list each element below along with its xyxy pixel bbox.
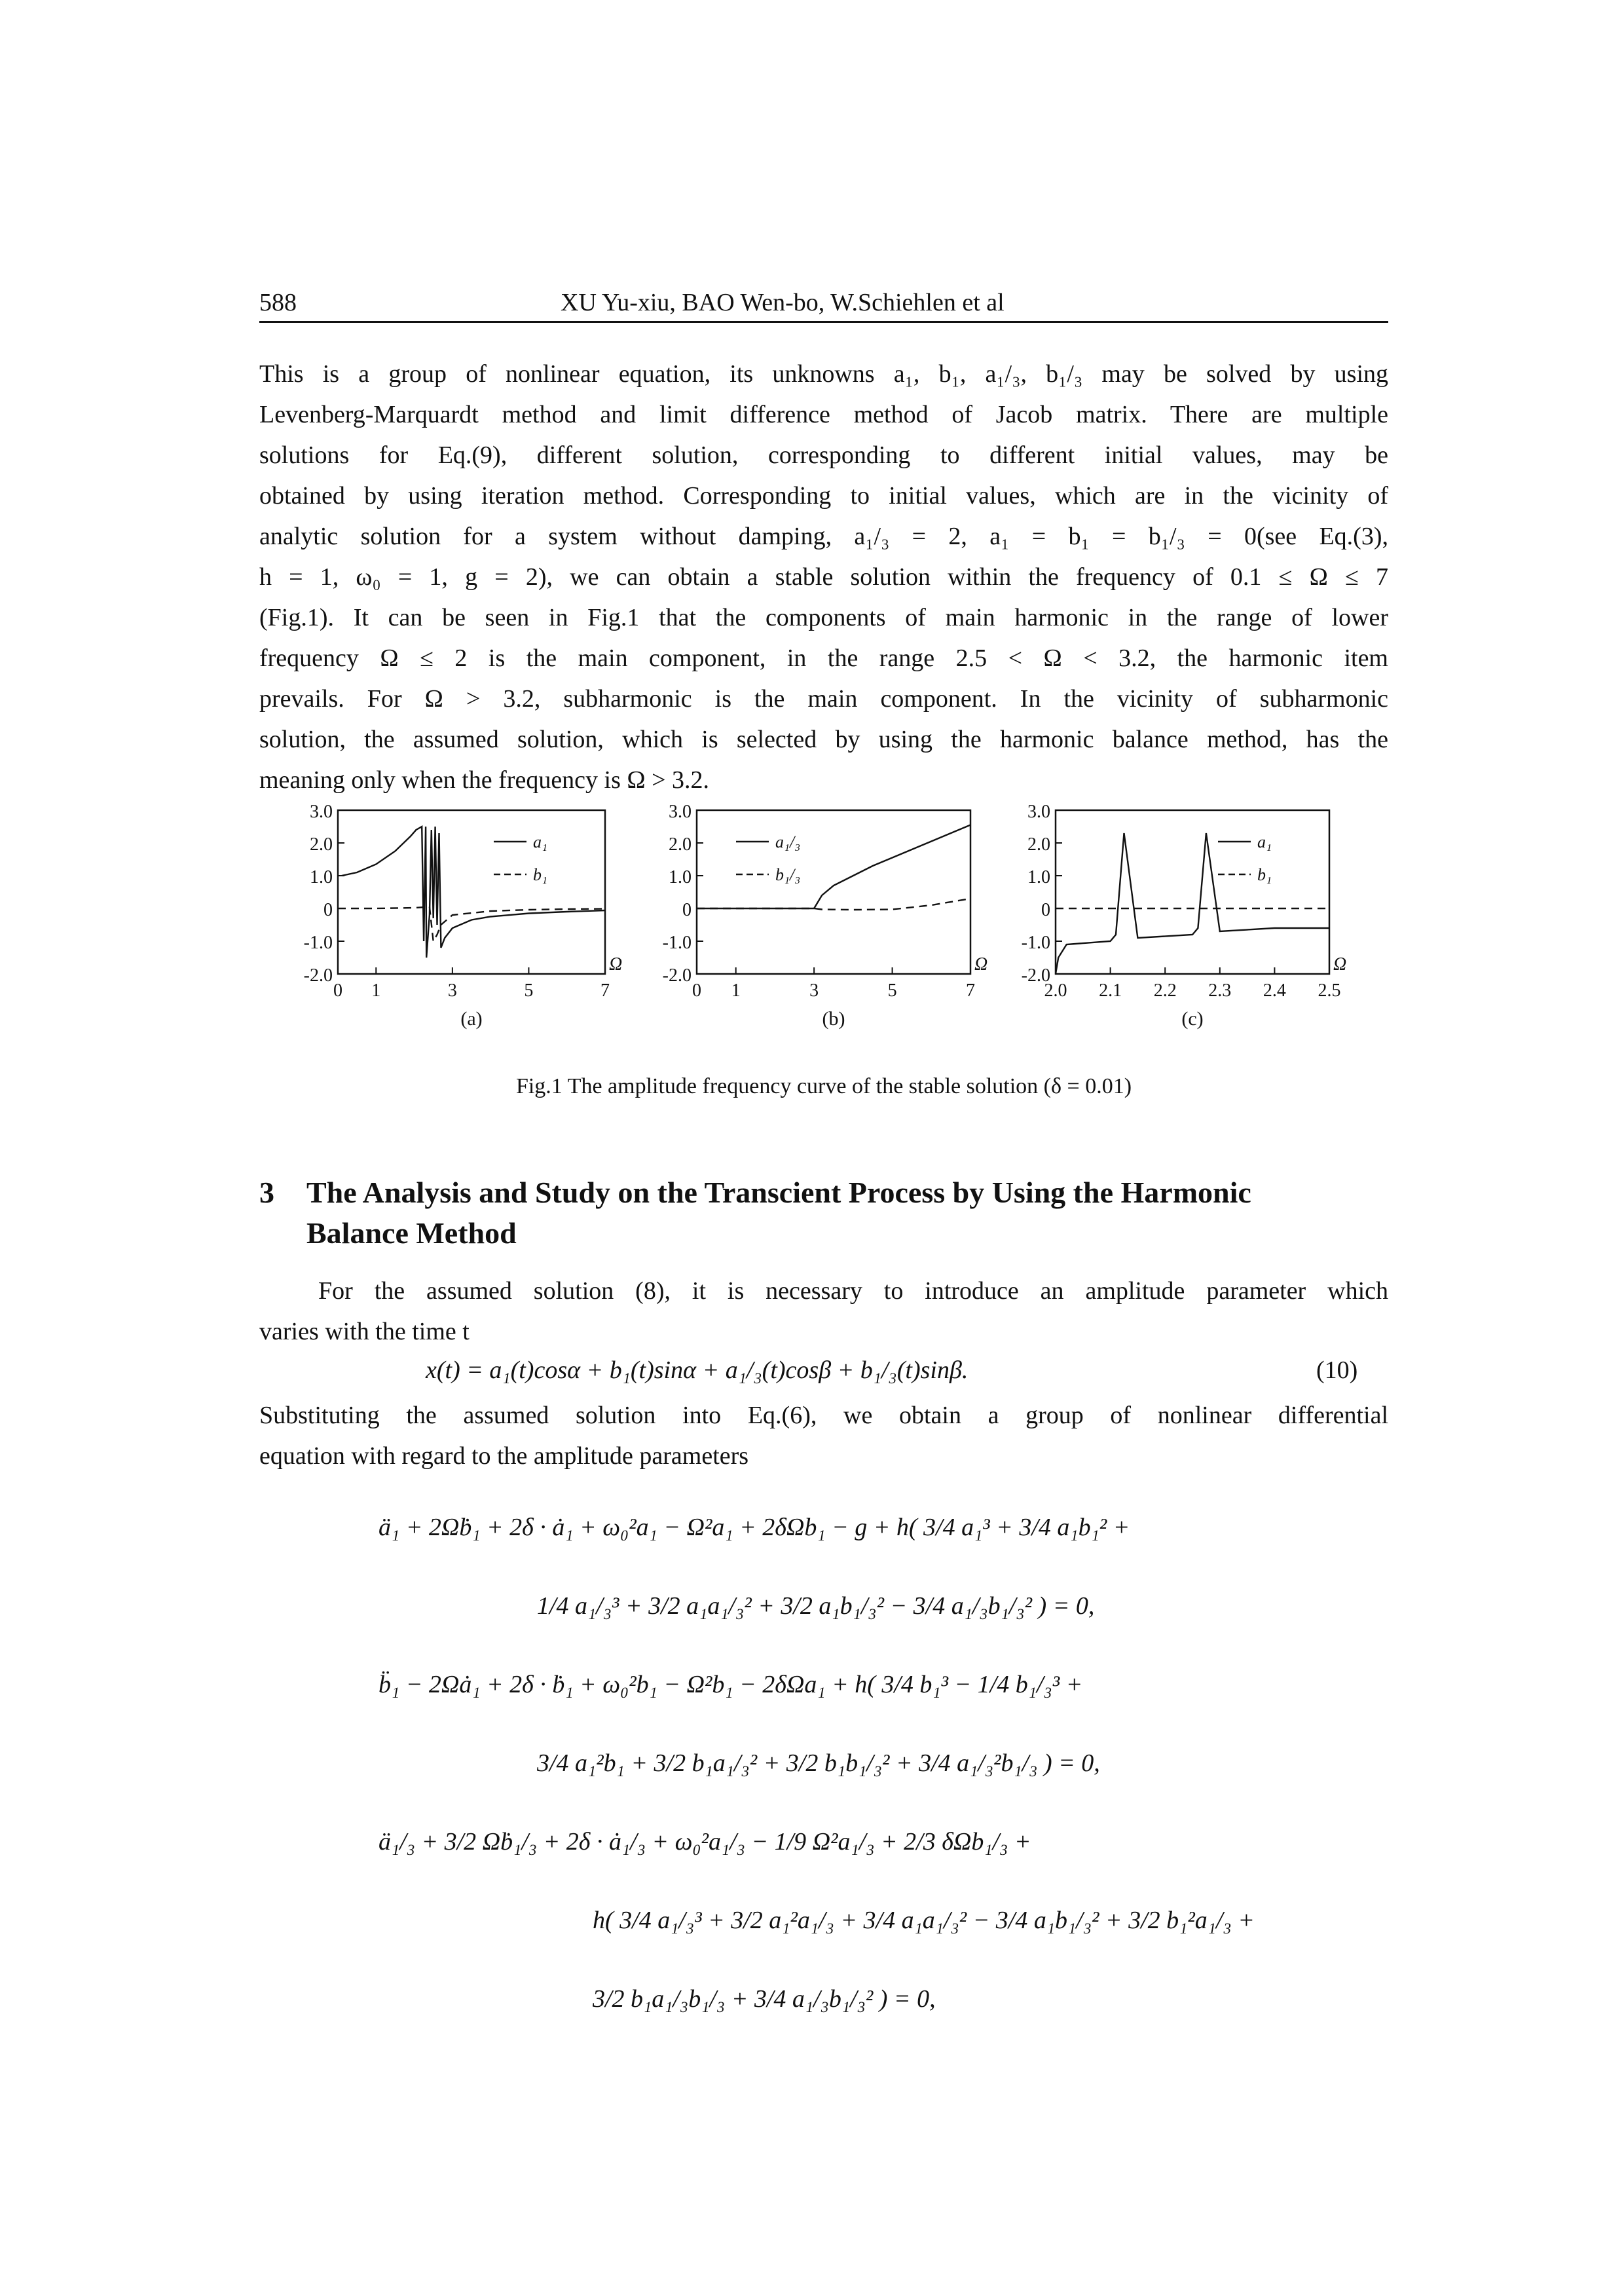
figure-caption: Fig.1 The amplitude frequency curve of the stable solution (δ = 0.01) [515,1074,1132,1098]
x-tick-label: 3 [447,980,457,1001]
y-tick-label: 3.0 [669,802,692,822]
y-tick-label: 2.0 [310,834,333,855]
text-line: prevails. For Ω > 3.2, subharmonic is the main component. In the vicinity of subharmonic [259,685,1388,713]
section-title-line-2: Balance Method [306,1216,517,1250]
x-tick-label: 5 [887,980,897,1001]
header-authors: XU Yu-xiu, BAO Wen-bo, W.Schiehlen et al [561,289,1005,316]
text-line: h = 1, ω₀ = 1, g = 2), we can obtain a stable solution within the frequency of 0.1 ≤ Ω ≤ 7 [259,563,1388,591]
text-line: This is a group of nonlinear equation, its unknowns a₁, b₁, a₁/₃, b₁/₃ may be solved by using [259,360,1388,388]
y-tick-label: -2.0 [1021,965,1050,986]
x-tick-label: 1 [371,980,381,1001]
series-line-solid [342,827,605,958]
legend-label: b₁ [1257,865,1272,884]
y-tick-label: -1.0 [662,933,692,953]
equation-line: 3/2 b₁a₁/₃b₁/₃ + 3/4 a₁/₃b₁/₃² ) = 0, [593,1985,936,2013]
section-number: 3 [259,1176,274,1209]
x-axis-label: Ω [1333,954,1347,975]
y-tick-label: 1.0 [1027,867,1050,887]
x-tick-label: 2.1 [1099,980,1122,1001]
equation-line: b̈₁ − 2Ωȧ₁ + 2δ · ḃ₁ + ω₀²b₁ − Ω²b₁ − 2δΩa₁ + h( 3/4 b₁³ − 1/4 b₁/₃³ + [378,1671,1083,1698]
equation-line: 3/4 a₁²b₁ + 3/2 b₁a₁/₃² + 3/2 b₁b₁/₃² + 3/4 a₁/₃²b₁/₃ ) = 0, [537,1749,1100,1777]
equation-line: ä₁ + 2Ωḃ₁ + 2δ · ȧ₁ + ω₀²a₁ − Ω²a₁ + 2δΩb₁ − g + h( 3/4 a₁³ + 3/4 a₁b₁² + [378,1514,1130,1541]
y-tick-label: 2.0 [1027,834,1050,855]
text-line: Levenberg-Marquardt method and limit difference method of Jacob matrix. There are multiple [259,401,1388,428]
series-line-solid [697,825,970,909]
x-tick-label: 2.2 [1153,980,1177,1001]
equation-line: ä₁/₃ + 3/2 Ωḃ₁/₃ + 2δ · ȧ₁/₃ + ω₀²a₁/₃ − 1/9 Ω²a₁/₃ + 2/3 δΩb₁/₃ + [378,1828,1031,1856]
legend-label: b₁/₃ [775,865,801,884]
x-tick-label: 7 [600,980,610,1001]
x-tick-label: 0 [692,980,701,1001]
y-tick-label: 1.0 [310,867,333,887]
series-line-solid [1056,833,1329,974]
x-tick-label: 2.5 [1318,980,1341,1001]
y-tick-label: -2.0 [303,965,333,986]
x-tick-label: 2.3 [1208,980,1232,1001]
plot-frame [1056,810,1329,974]
text-line: For the assumed solution (8), it is necessary to introduce an amplitude parameter which [318,1277,1388,1305]
x-tick-label: 7 [966,980,975,1001]
y-tick-label: -1.0 [1021,933,1050,953]
panel-label: (b) [822,1008,845,1030]
y-tick-label: -2.0 [662,965,692,986]
x-axis-label: Ω [974,954,988,975]
y-tick-label: 2.0 [669,834,692,855]
y-tick-label: 0 [1041,900,1050,920]
text-line: obtained by using iteration method. Corresponding to initial values, which are in the vicinity of [259,482,1388,510]
text-line: varies with the time t [259,1318,470,1345]
section-title-line-1: The Analysis and Study on the Transcient Process by Using the Harmonic [306,1176,1251,1209]
legend-label: a₁ [1257,832,1272,851]
y-tick-label: 0 [682,900,692,920]
x-tick-label: 2.0 [1044,980,1067,1001]
x-tick-label: 1 [731,980,741,1001]
equation-line: h( 3/4 a₁/₃³ + 3/2 a₁²a₁/₃ + 3/4 a₁a₁/₃² − 3/4 a₁b₁/₃² + 3/2 b₁²a₁/₃ + [593,1907,1255,1934]
y-tick-label: 1.0 [669,867,692,887]
panel-label: (a) [460,1008,483,1030]
paragraph-2 [259,1271,1388,1352]
legend-label: a₁ [533,832,548,851]
text-line: meaning only when the frequency is Ω > 3.2. [259,766,710,794]
legend-label: b₁ [533,865,548,884]
text-line: Substituting the assumed solution into Eq.(6), we obtain a group of nonlinear differential [259,1402,1388,1429]
legend-label: a₁/₃ [775,832,801,851]
page-number: 588 [259,289,297,316]
x-tick-label: 3 [809,980,819,1001]
equation-10: x(t) = a₁(t)cosα + b₁(t)sinα + a₁/₃(t)cosβ + b₁/₃(t)sinβ. [426,1356,969,1384]
text-line: solutions for Eq.(9), different solution, corresponding to different initial values, may be [259,441,1388,469]
paragraph-3 [259,1395,1388,1476]
x-tick-label: 5 [524,980,534,1001]
y-tick-label: 3.0 [1027,802,1050,822]
x-axis-label: Ω [609,954,623,975]
y-tick-label: -1.0 [303,933,333,953]
text-line: solution, the assumed solution, which is selected by using the harmonic balance method, has the [259,726,1388,753]
text-line: analytic solution for a system without damping, a₁/₃ = 2, a₁ = b₁ = b₁/₃ = 0(see Eq.(3), [259,523,1388,550]
panel-label: (c) [1181,1008,1204,1030]
plot-frame [697,810,970,974]
equation-10-number: (10) [1316,1356,1358,1384]
y-tick-label: 3.0 [310,802,333,822]
y-tick-label: 0 [323,900,333,920]
text-line: equation with regard to the amplitude parameters [259,1442,749,1470]
plot-frame [338,810,605,974]
text-line: (Fig.1). It can be seen in Fig.1 that the components of main harmonic in the range of lower [259,604,1388,631]
x-tick-label: 2.4 [1263,980,1286,1001]
equation-line: 1/4 a₁/₃³ + 3/2 a₁a₁/₃² + 3/2 a₁b₁/₃² − 3/4 a₁/₃b₁/₃² ) = 0, [537,1592,1095,1620]
text-line: frequency Ω ≤ 2 is the main component, in the range 2.5 < Ω < 3.2, the harmonic item [259,644,1388,672]
x-tick-label: 0 [333,980,342,1001]
series-line-dashed [697,899,970,910]
